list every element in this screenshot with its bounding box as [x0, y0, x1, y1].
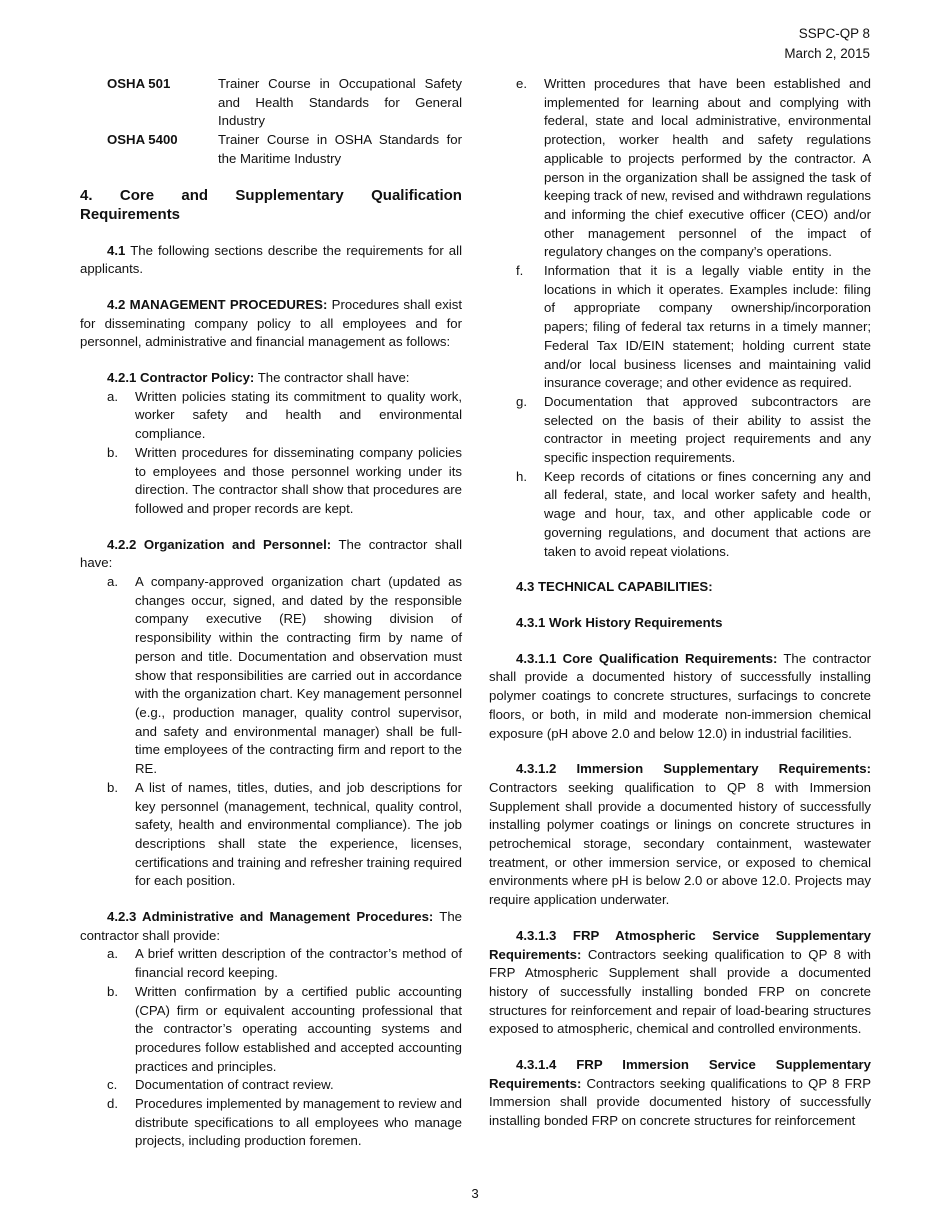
- list-item: d. Procedures implemented by management to review and distribute specifications to all employees who manage projects, including production foremen.: [107, 1096, 462, 1149]
- list-item: a. Written policies stating its commitment to quality work, worker safety and health and environmental compliance.: [107, 388, 462, 442]
- list-item: g. Documentation that approved subcontractors are selected on the basis of their ability to assist the contractor in meeting project requirements and any specific inspection requirements.: [516, 393, 871, 466]
- list-item: h. Keep records of citations or fines concerning any and all federal, state, and local worker safety and health, wage and hour, tax, and other applicable code or governing regulations, and document that actions are taken to avoid repeat violations.: [516, 468, 871, 559]
- page-header: [784, 24, 870, 63]
- paragraph-4-2-3: 4.2.3 Administrative and Management Procedures: The contractor shall provide:: [80, 909, 462, 943]
- doc-date: March 2, 2015: [784, 45, 870, 61]
- doc-id: SSPC-QP 8: [798, 26, 870, 41]
- paragraph-4-3-1-1: 4.3.1.1 Core Qualification Requirements: The contractor shall provide a documented history of successfully installing polymer coatings to concrete structures, surfacings to concrete floors, or both, in mild and moderate non-immersion chemical exposure (pH above 2.0 and below 12.0) in industrial facilities.: [489, 650, 871, 741]
- paragraph-4-3-1-4: 4.3.1.4 FRP Immersion Service Supplementary Requirements: Contractors seeking qualifications to QP 8 FRP Immersion shall provide documented history of successfully installing bonded FRP on concrete structures for reinforcement: [489, 1057, 871, 1129]
- list-item: b. A list of names, titles, duties, and job descriptions for key personnel (management, technical, quality control, safety, health and environmental compliance). The job descriptions shall state the experience, licenses, certifications and training and refresher training required for each position.: [107, 779, 462, 889]
- list-4-2-3: [80, 945, 462, 1151]
- ref-title: Trainer Course in Occupational Safety and Health Standards for General Industry: [218, 76, 462, 129]
- list-item: b. Written confirmation by a certified public accounting (CPA) firm or equivalent accounting professional that the contractor’s operating accounting systems and procedures follow established and accepted accounting practices and principles.: [107, 983, 462, 1074]
- left-column: [80, 75, 462, 1151]
- list-item: a. A brief written description of the contractor’s method of financial record keeping.: [107, 946, 462, 981]
- list-item: c. Documentation of contract review.: [107, 1077, 334, 1093]
- list-item: e. Written procedures that have been established and implemented for learning about and complying with federal, state and local administrative, environmental protection, worker health and safety regulations applicable to projects performed by the contractor. A person in the organization shall be assigned the task of keeping track of new, revised and withdrawn regulations and informing the chief executive officer (CEO) and/or other management personnel of the impact of regulatory changes on the company’s operations.: [516, 76, 871, 260]
- heading-4-3-1: 4.3.1 Work History Requirements: [516, 614, 723, 630]
- list-item: a. A company-approved organization chart (updated as changes occur, signed, and dated by the responsible company executive (RE) showing division of responsibility within the contracting firm by name of person and title. Documentation and observation must show that responsibilities are carried out in accordance with the organization chart. Key management personnel (e.g., production manager, quality control supervisor, and safety and environmental manager) shall be full-time employees of the contracting firm and report to the RE.: [107, 574, 462, 777]
- list-4-2-3-continued: [489, 75, 871, 561]
- section-4-heading: 4. Core and Supplementary Qualification Requirements: [80, 186, 462, 224]
- paragraph-4-2-1: 4.2.1 Contractor Policy: The contractor shall have:: [107, 370, 410, 386]
- page-number: 3: [471, 1186, 479, 1201]
- list-item: b. Written procedures for disseminating company policies to employees and those personnel working under its direction. The contractor shall show that procedures are followed and proper records are kept.: [107, 444, 462, 516]
- reference-list: [107, 75, 462, 169]
- paragraph-4-3-1-3: 4.3.1.3 FRP Atmospheric Service Supplementary Requirements: Contractors seeking qualification to QP 8 with FRP Atmospheric Supplement shall provide a documented history of successfully installing bonded FRP on concrete structures for reinforcement and repair of load-bearing structures exposed to atmospheric, chemical and controlled environments.: [489, 927, 871, 1037]
- ref-code: OSHA 5400: [107, 132, 178, 148]
- right-column: [489, 75, 871, 1131]
- paragraph-4-2: 4.2 MANAGEMENT PROCEDURES: Procedures shall exist for disseminating company policy to all employees and for personnel, administrative and financial management as follows:: [80, 296, 462, 350]
- heading-4-3: 4.3 TECHNICAL CAPABILITIES:: [516, 579, 713, 595]
- paragraph-4-2-2: 4.2.2 Organization and Personnel: The contractor shall have:: [80, 536, 462, 571]
- list-4-2-2: [80, 573, 462, 891]
- list-4-2-1: [80, 388, 462, 519]
- ref-title: Trainer Course in OSHA Standards for the Maritime Industry: [218, 132, 462, 166]
- paragraph-4-1: 4.1 The following sections describe the requirements for all applicants.: [80, 242, 462, 277]
- list-item: f. Information that it is a legally viable entity in the locations in which it operates. Examples include: filing of appropriate company ownership/incorporation papers; filing of federal tax returns in a timely manner; Federal Tax ID/EIN statement; holding current state and/or local business licenses and maintaining valid insurance coverage; and other evidence as required.: [516, 263, 871, 391]
- paragraph-4-3-1-2: 4.3.1.2 Immersion Supplementary Requirements: Contractors seeking qualification to QP 8 with Immersion Supplement shall provide a documented history of successfully installing polymer coatings or linings on concrete structures in petrochemical storage, secondary containment, wastewater treatment, or other immersion service, or exposed to chemical environments where pH is below 2.0 or above 12.0. Projects may require application underwater.: [489, 761, 871, 908]
- ref-code: OSHA 501: [107, 76, 171, 91]
